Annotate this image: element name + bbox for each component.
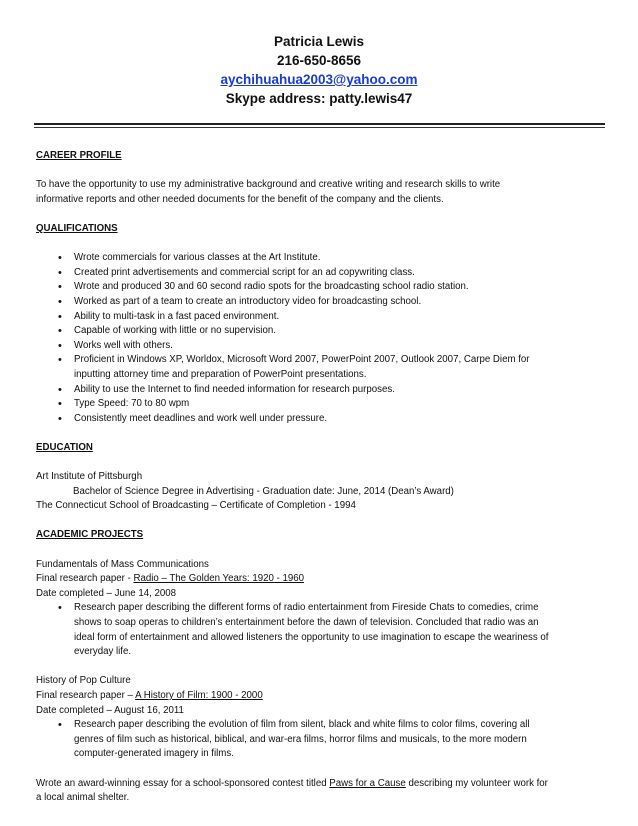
list-item: • Worked as part of a team to create an introductory video for broadcasting school. bbox=[36, 295, 611, 310]
academic-projects-heading: ACADEMIC PROJECTS bbox=[36, 529, 144, 541]
paper-prefix: Final research paper – bbox=[36, 689, 136, 701]
list-item: • Works well with others. bbox=[36, 339, 611, 354]
paper-line bbox=[36, 689, 611, 704]
resume-header bbox=[0, 32, 638, 108]
career-profile-heading: CAREER PROFILE bbox=[36, 150, 122, 161]
essay-title: Paws for a Cause bbox=[329, 777, 406, 789]
paper-title: Radio – The Golden Years: 1920 - 1960 bbox=[133, 573, 305, 585]
education-heading: EDUCATION bbox=[36, 441, 93, 453]
header-divider-thin bbox=[34, 127, 605, 128]
essay-prefix: Wrote an award-winning essay for a school-sponsored contest titled bbox=[36, 777, 330, 789]
project-detail-line: Research paper describing the different forms of radio entertainment from Fireside Chats to comedies, crime bbox=[74, 602, 539, 614]
course-name: History of Pop Culture bbox=[36, 675, 131, 687]
career-profile-line: To have the opportunity to use my administrative background and creative writing and research skills to write bbox=[36, 179, 501, 191]
project-detail-line: computer-generated imagery in films. bbox=[74, 748, 234, 760]
essay-line bbox=[36, 777, 611, 792]
list-item bbox=[36, 353, 611, 382]
qualifications-list bbox=[36, 251, 611, 426]
phone-number: 216-650-8656 bbox=[276, 53, 362, 68]
paper-title: A History of Film: 1900 - 2000 bbox=[135, 689, 263, 701]
project-details-list bbox=[36, 601, 611, 659]
resume-body bbox=[36, 149, 611, 806]
project-details-list bbox=[36, 718, 611, 762]
project-detail-line: ideal form of entertainment and allowed listeners the opportunity to use imagination to escape the weariness of bbox=[74, 631, 549, 643]
skype-address: Skype address: patty.lewis47 bbox=[225, 91, 413, 106]
project-detail-line: shows to soap operas to children’s entertainment before the dawn of television. Concluded that radio was an bbox=[74, 617, 539, 628]
school-name: Art Institute of Pittsburgh bbox=[36, 471, 143, 483]
project-detail-line: genres of film such as historical, biblical, and war-era films, horror films and musicals, to the more modern bbox=[74, 733, 527, 745]
degree-line: Bachelor of Science Degree in Advertising - Graduation date: June, 2014 (Dean’s Award) bbox=[73, 485, 454, 497]
completion-date: Date completed – June 14, 2008 bbox=[36, 587, 177, 599]
list-item: • Ability to multi-task in a fast paced environment. bbox=[36, 310, 611, 325]
paper-line bbox=[36, 572, 611, 587]
list-item: • Wrote commercials for various classes at the Art Institute. bbox=[36, 251, 611, 266]
list-item: • Type Speed: 70 to 80 wpm bbox=[36, 397, 611, 412]
paper-prefix: Final research paper - bbox=[36, 573, 134, 585]
list-item: • Capable of working with little or no supervision. bbox=[36, 324, 611, 339]
course-name: Fundamentals of Mass Communications bbox=[36, 558, 209, 570]
project-detail-line: everyday life. bbox=[74, 646, 132, 658]
candidate-name: Patricia Lewis bbox=[273, 34, 365, 49]
project-detail-line: Research paper describing the evolution of film from silent, black and white films to color films, covering all bbox=[74, 719, 530, 731]
list-item: • Wrote and produced 30 and 60 second radio spots for the broadcasting school radio station. bbox=[36, 280, 611, 295]
list-item: • Ability to use the Internet to find needed information for research purposes. bbox=[36, 383, 611, 398]
qualifications-heading: QUALIFICATIONS bbox=[36, 222, 118, 234]
essay-suffix: describing my volunteer work for bbox=[405, 777, 548, 789]
completion-date: Date completed – August 16, 2011 bbox=[36, 704, 184, 716]
list-item: • Consistently meet deadlines and work well under pressure. bbox=[36, 412, 611, 427]
list-item-text: Proficient in Windows XP, Worldox, Microsoft Word 2007, PowerPoint 2007, Outlook 2007, Carpe Diem for bbox=[74, 354, 530, 366]
list-item-text-cont: inputting attorney time and preparation of PowerPoint presentations. bbox=[74, 368, 367, 380]
list-item: • Created print advertisements and commercial script for an ad copywriting class. bbox=[36, 266, 611, 281]
school-name: The Connecticut School of Broadcasting – Certificate of Completion - 1994 bbox=[36, 500, 356, 512]
header-divider-thick bbox=[34, 123, 605, 125]
list-item bbox=[36, 718, 611, 762]
essay-line-cont: a local animal shelter. bbox=[36, 792, 130, 804]
list-item bbox=[36, 601, 611, 659]
career-profile-line: informative reports and other needed documents for the benefit of the company and the clients. bbox=[36, 193, 444, 205]
email-link[interactable]: aychihuahua2003@yahoo.com bbox=[220, 72, 418, 87]
